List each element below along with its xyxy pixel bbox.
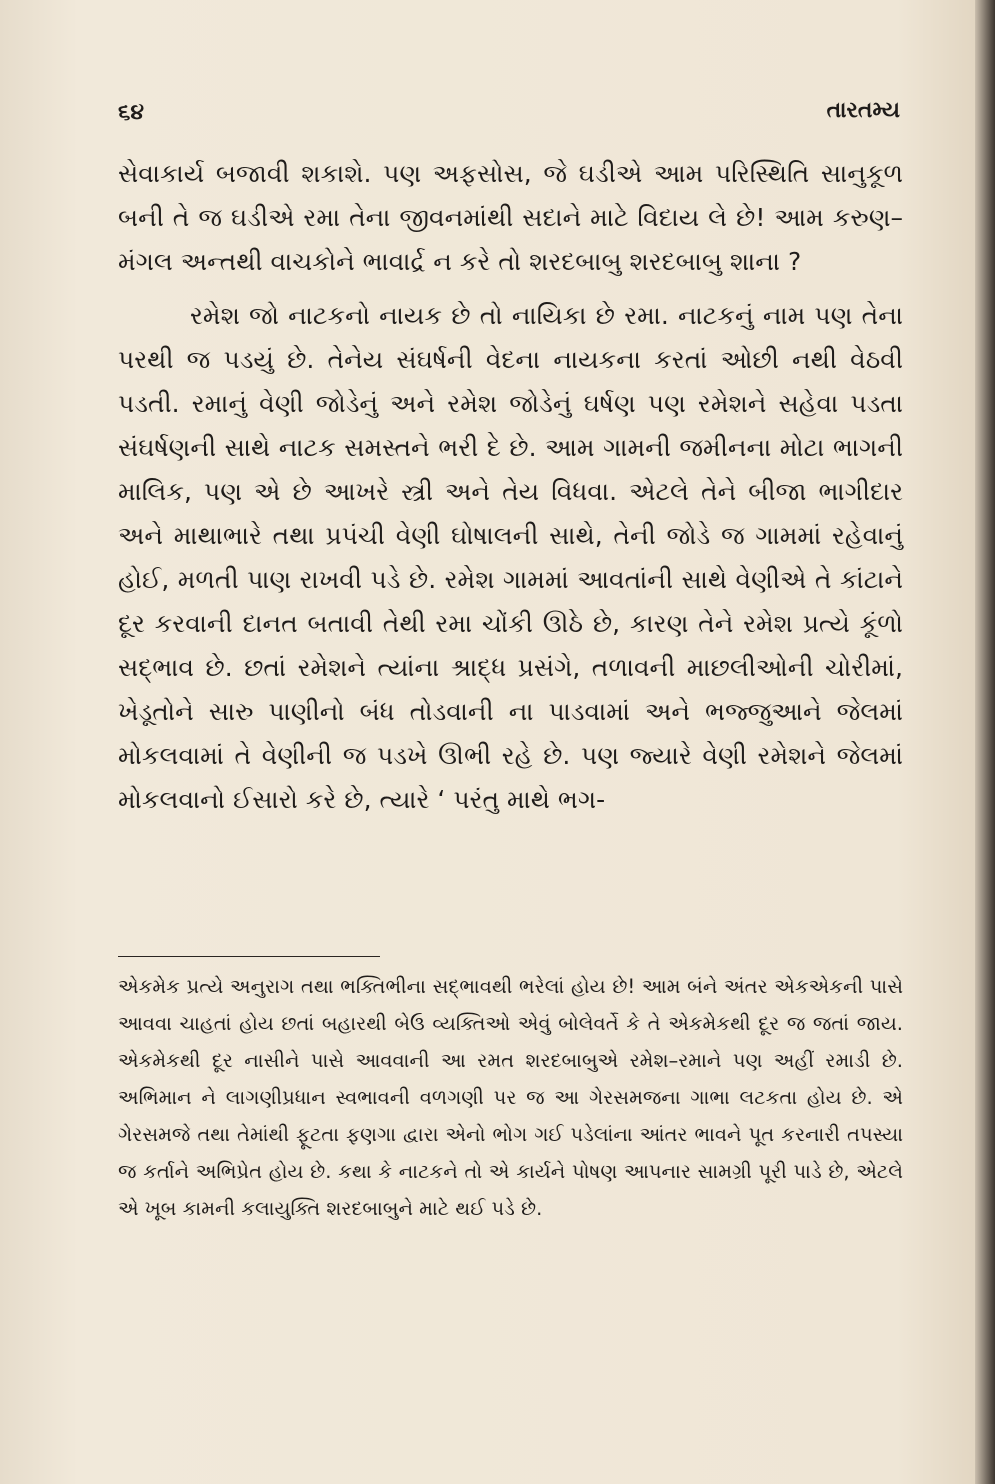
running-title: તારતમ્ય <box>826 98 900 123</box>
paragraph: રમેશ જો નાટકનો નાયક છે તો નાયિકા છે રમા. નાટકનું નામ પણ તેના પરથી જ પડયું છે. તેનેય સંઘર્ષની વેદના નાયકના કરતાં ઓછી નથી વેઠવી પડતી. રમાનું વેણી જોડેનું અને રમેશ જોડેનું ઘર્ષણ પણ રમેશને સહેવા પડતા સંઘર્ષણની સાથે નાટક સમસ્તને ભરી દે છે. આમ ગામની જમીનના મોટા ભાગની માલિક, પણ એ છે આખરે સ્ત્રી અને તેય વિધવા. એટલે તેને બીજા ભાગીદાર અને માથાભારે તથા પ્રપંચી વેણી ઘોષાલની સાથે, તેની જોડે જ ગામમાં રહેવાનું હોઈ, મળતી પાણ રાખવી પડે છે. રમેશ ગામમાં આવતાંની સાથે વેણીએ તે કાંટાને દૂર કરવાની દાનત બતાવી તેથી રમા ચોંકી ઊઠે છે, કારણ તેને રમેશ પ્રત્યે કૂંળો સદ્ભાવ છે. છતાં રમેશને ત્યાંના શ્રાદ્ધ પ્રસંગે, તળાવની માછલીઓની ચોરીમાં, ખેડૂતોને સારુ પાણીનો બંધ તોડવાની ના પાડવામાં અને ભજ્જુઆને જેલમાં મોકલવામાં તે વેણીની જ પડખે ઊભી રહે છે. પણ જ્યારે વેણી રમેશને જેલમાં મોકલવાનો ઈસારો કરે છે, ત્યારે ‘ પરંતુ માથે ભગ- <box>118 301 903 814</box>
page-number: ૬૪ <box>118 100 144 125</box>
page-edge-shadow <box>975 0 995 1484</box>
footnote <box>118 968 903 1227</box>
footnote-text: એકમેક પ્રત્યે અનુરાગ તથા ભક્તિભીના સદ્ભાવથી ભરેલાં હોય છે! આમ બંને અંતર એકએકની પાસે આવવા ચાહતાં હોય છતાં બહારથી બેઉ વ્યક્તિઓ એવું બોલેવર્તે કે તે એકમેકથી દૂર જ જતાં જાય. એકમેકથી દૂર નાસીને પાસે આવવાની આ રમત શરદબાબુએ રમેશ–રમાને પણ અહીં રમાડી છે. અભિમાન ને લાગણીપ્રધાન સ્વભાવની વળગણી પર જ આ ગેરસમજના ગાભા લટકતા હોય છે. એ ગેરસમજે તથા તેમાંથી ફૂટતા ફણગા દ્વારા એનો ભોગ ગઈ પડેલાંના આંતર ભાવને પૂત કરનારી તપસ્યા જ કર્તાને અભિપ્રેત હોય છે. કથા કે નાટકને તો એ કાર્યને પોષણ આપનાર સામગ્રી પૂરી પાડે છે, એટલે એ ખૂબ કામની કલાયુક્તિ શરદબાબુને માટે થઈ પડે છે. <box>118 975 903 1220</box>
page-header <box>118 98 900 132</box>
footnote-divider <box>118 956 380 957</box>
paragraph: સેવાકાર્ય બજાવી શકાશે. પણ અફસોસ, જે ઘડીએ આમ પરિસ્થિતિ સાનુકૂળ બની તે જ ઘડીએ રમા તેના જીવનમાંથી સદાને માટે વિદાય લે છે! આમ કરુણ–મંગલ અન્તથી વાચકોને ભાવાર્દ્ર ન કરે તો શરદબાબુ શરદબાબુ શાના ? <box>118 159 903 276</box>
body-text <box>118 152 903 832</box>
